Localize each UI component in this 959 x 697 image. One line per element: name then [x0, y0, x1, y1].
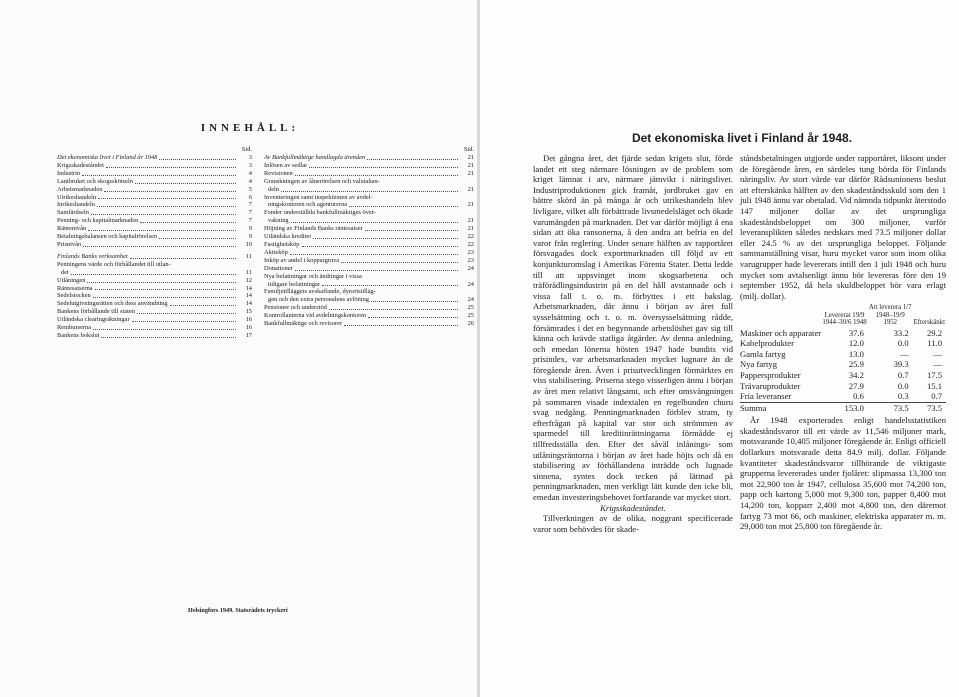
- toc-page-number: 16: [245, 316, 252, 324]
- toc-leader-dots: [101, 337, 236, 338]
- toc-leader-dots: [106, 167, 236, 168]
- toc-entry-text: Fonder underställda bankfullmäktiges över-: [264, 209, 376, 217]
- toc-leader-dots: [83, 246, 236, 247]
- table-cell-label: Trävaruprodukter: [740, 380, 801, 391]
- toc-entry: [264, 201, 474, 209]
- toc-page-number: 17: [245, 331, 252, 339]
- toc-entry-text: Utlåningen: [57, 276, 86, 284]
- toc-entry-text: Donationer: [264, 264, 293, 272]
- toc-leader-dots: [95, 289, 237, 290]
- toc-page-number: 21: [467, 154, 474, 161]
- toc-leader-dots: [329, 309, 458, 310]
- toc-entry-text: Aktieköp: [264, 248, 288, 256]
- table-sum-row: [740, 402, 946, 413]
- toc-leader-dots: [132, 321, 236, 322]
- toc-page-number: 26: [467, 320, 474, 328]
- toc-leader-dots: [87, 282, 236, 283]
- toc-page-number: 9: [248, 233, 252, 241]
- toc-leader-dots: [82, 175, 236, 176]
- table-cell-value: 15.1: [926, 380, 942, 391]
- toc-page-number: 24: [467, 280, 474, 288]
- toc-leader-dots: [170, 305, 236, 306]
- toc-entry: [264, 162, 474, 170]
- table-cell-label: Summa: [740, 402, 821, 413]
- toc-page-number: 14: [245, 284, 252, 292]
- toc-entry: [57, 332, 252, 340]
- article-column-2: [740, 153, 946, 532]
- table-cell-value: 25.9: [848, 359, 864, 370]
- toc-page-number: 22: [467, 233, 474, 241]
- table-cell-value: 0.0: [897, 338, 909, 349]
- toc-page-number: 5: [248, 185, 252, 193]
- table-cell-value: 29.2: [926, 327, 942, 338]
- toc-leader-dots: [130, 258, 236, 259]
- toc-page-number: 25: [467, 312, 474, 320]
- article-paragraph: Det gångna året, det fjärde sedan krigets slut, förde landet ett steg närmare lösningen av de problem som kriget lämnat i arv, närmare jämvikt i näringslivet. Industriproduktionen gick framåt, jordbruket gav en bättre skörd än på många år och utrikeshandeln blev livligare, vilket allt förbättrade livsmedelsläget och ökade varumängden på marknaden. Det var därför möjligt å ena sidan att öka ransonerna, å den andra att befria en del varor från reglering. Under senare hälften av rapportåret försvagades dock exportmarknaden till följd av ett konjunkturomslag i Amerikas Förenta Stater. Detta ledde till att uppsvinget inom skogsarbetena och träförädlingsindustrin på en del håll avstannade och i vissa fall t. o. m. förbyttes i ett bakslag. Arbetsmarknaden, där ännu i början av året full sysselsättning och t. o. m. översysselsättning rådde, försämrades i det en begynnande arbetslöshet gav sig till känna och krävde statliga åtgärder. Av denna anledning, och emedan lönerna hösten 1947 hade bundits vid prisindex, var arbetsmarknaden mycket lugnare än de föregående åren. Även i prisutvecklingen förmärktes en viss stabilisering. Priserna stego visserligen ännu i början av året men relativt långsamt, och efter omsvängningen på sommaren visade indextalen en regelbunden churu svag nedgång. Penningmarknaden förblev stram, ty efterfrågan på kapital var stor och strömmen av sparmedel till kreditinrättningarna förmådde ej tillfredsställa den. Efter det såväl inlånings- som utlåningsräntorna i början av året hade höjts och då en stabilisering av förhållandena inträdde och lugnade sinnena, syntes dock tecken på lättnad på penningmarknaden, men verkligt lätt kunde den icke bli, emedan investeringsbehovet fortfarande var mycket stort.: [533, 153, 733, 502]
- toc-leader-dots: [349, 206, 458, 207]
- toc-page-number: 11: [245, 252, 252, 260]
- toc-leader-dots: [98, 198, 236, 199]
- table-cell-value: 34.2: [848, 369, 864, 380]
- table-cell-label: Maskiner och apparater: [740, 327, 822, 338]
- toc-leader-dots: [295, 175, 458, 176]
- toc-entry-text: Lantbruket och skogsskötseln: [57, 177, 133, 185]
- toc-entry: [264, 281, 474, 289]
- toc-entry-text: Inlösen av sedlar: [264, 161, 308, 169]
- toc-entry: [57, 233, 252, 241]
- table-cell-value: 0.3: [897, 391, 909, 402]
- toc-page-number: 12: [245, 276, 252, 284]
- table-cell-value: 27.9: [848, 380, 864, 391]
- toc-page-number: 14: [245, 300, 252, 308]
- toc-entry: [264, 304, 474, 312]
- toc-entry: [264, 265, 474, 273]
- toc-entry-text: Arbetsmarknaden: [57, 185, 103, 193]
- table-cell-value: 0.7: [897, 369, 909, 380]
- toc-entry: [57, 292, 252, 300]
- toc-column-right: [264, 146, 474, 328]
- toc-page-number: 14: [245, 292, 252, 300]
- toc-entry-text: Nya befattningar och ändringar i vissa: [264, 272, 362, 280]
- toc-entry: [264, 257, 474, 265]
- toc-entry-text: Penningens värde och förhållandet till utlan-: [57, 260, 171, 268]
- toc-leader-dots: [137, 313, 236, 314]
- toc-entry-text: Sedelutgivningsrätten och dess användning: [57, 300, 168, 308]
- toc-page-number: 10: [245, 240, 252, 248]
- table-cell-value: 39.3: [893, 359, 909, 370]
- toc-entry-text: Industrin: [57, 169, 81, 177]
- table-cell-value: 11.0: [927, 338, 942, 349]
- toc-leader-dots: [93, 329, 236, 330]
- toc-entry-text: ningskontoren och agenturerna: [268, 201, 348, 209]
- toc-page-number: 6: [248, 193, 252, 201]
- article-paragraph: ståndsbetalningen utgjorde under rapportåret, liksom under de föregående åren, en särdeles tung börda för Finlands näringsliv. Av stort värde var därför Rådsunionens beslut att efterskänka hälften av den skadeståndsskuld som den 1 juli 1948 ännu var obetalad. Vid nämnda tidpunkt återstodo 147 miljoner dollar av det ursprungliga skadeståndsbeloppet om 300 miljoner, varför leveransplikten således nedskars med 73.5 miljoner dollar eller 24.5 % av det ursprungliga beloppet. Följande sammanställning visar, huru mycket varor som inom olika varugrupper hade levererats intill den 1 juli 1948 och huru mycket som avtalsenligt ännu bör levereras före den 19 september 1952, då hela skuldbeloppet bör vara erlagt (milj. dollar).: [740, 153, 946, 301]
- table-cell-value: —: [900, 348, 909, 359]
- toc-entry: [57, 194, 252, 202]
- toc-leader-dots: [104, 191, 236, 192]
- toc-entry-text: Höjning av Finlands Banks räntesatser: [264, 225, 363, 233]
- table-cell-label: Gamla fartyg: [740, 348, 786, 359]
- toc-entry-text: Räntenivån: [57, 225, 87, 233]
- toc-entry-text: Remburserna: [57, 324, 92, 332]
- toc-entry-text: Betalningsbalansen och kapitalrörelsen: [57, 233, 158, 241]
- toc-leader-dots: [309, 167, 458, 168]
- toc-page-number: 21: [467, 225, 474, 233]
- left-page: [0, 0, 478, 697]
- article-title: Det ekonomiska livet i Finland år 1948.: [631, 131, 853, 145]
- toc-page-number: 3: [248, 154, 252, 161]
- toc-leader-dots: [159, 159, 236, 160]
- article-paragraph: Tillverkningen av de olika, noggrant specificerade varor som behövdes för skade-: [533, 513, 733, 534]
- toc-page-number: 9: [248, 225, 252, 233]
- toc-leader-dots: [97, 206, 236, 207]
- table-row: [740, 349, 946, 360]
- table-row: [740, 370, 946, 381]
- toc-entry-text: Familjetilläggets avskaffande, dyrortstilläg-: [264, 288, 376, 296]
- table-cell-value: 13.0: [848, 348, 864, 359]
- toc-entry-text: Inköp av andel i koppargruva: [264, 256, 340, 264]
- table-cell-value: 153.0: [821, 402, 868, 413]
- toc-entry-text: Bankens förhållande till staten: [57, 308, 135, 316]
- toc-entry-text: Finlands Banks verksamhet: [57, 252, 128, 260]
- toc-leader-dots: [281, 191, 458, 192]
- section-subheading: Krigsskadeståndet.: [600, 502, 666, 513]
- table-cell-value: 17.5: [926, 369, 942, 380]
- toc-entry-text: Utländska krediter: [264, 233, 312, 241]
- toc-entry-text: Utrikeshandeln: [57, 193, 97, 201]
- toc-entry: [264, 209, 474, 217]
- toc-entry: [57, 300, 252, 308]
- toc-section: [57, 253, 252, 261]
- toc-leader-dots: [344, 325, 458, 326]
- toc-entry-text: Bankens bokslut: [57, 331, 100, 339]
- toc-entry: [57, 170, 252, 178]
- toc-entry: [57, 308, 252, 316]
- toc-leader-dots: [371, 301, 458, 302]
- table-header: [740, 303, 821, 327]
- imprint: Helsingfors 1949. Statsrådets tryckeri: [188, 607, 288, 614]
- toc-entry-text: Krigsskadeståndet: [57, 161, 104, 169]
- toc-entry-text: tidigare befattningar: [268, 280, 320, 288]
- toc-entry: [57, 316, 252, 324]
- toc-leader-dots: [368, 317, 458, 318]
- toc-entry: [57, 201, 252, 209]
- toc-leader-dots: [322, 285, 458, 286]
- table-cell-label: Nya fartyg: [740, 359, 777, 370]
- toc-entry: [57, 277, 252, 285]
- toc-page-number: 7: [248, 201, 252, 209]
- article-paragraph: År 1948 exporterades enligt handelsstatistiken skadeståndsvaror till ett värde av 11,546 miljoner mark, motsvarande 10,405 miljoner föregående år. Enligt officiell dollarkurs motsvarade detta 84.9 milj. dollar. Följande kvantiteter skadeståndsvaror tillhörande de viktigaste grupperna levererades under fjolåret: slipmassa 13,300 ton mot 22,900 ton år 1947, cellulosa 35,600 mot 74,200 ton, papp och kartong 5,000 mot 9,300 ton, papper 8,400 mot 14,200 ton, kopparr 2,400 mot 4,800 ton, den däremot fartyg 73 mot 66, och maskiner, elektriska apparater m. m. 29,000 ton mot 25,800 ton föregående år.: [740, 415, 946, 532]
- toc-entry-text: Kontrollanterna vid avdelningskontoren: [264, 312, 367, 320]
- toc-page-number: 21: [467, 169, 474, 177]
- toc-leader-dots: [140, 222, 236, 223]
- table-cell-value: —: [933, 348, 942, 359]
- toc-page-number: 7: [248, 209, 252, 217]
- toc-leader-dots: [93, 297, 236, 298]
- toc-entry-text: deln: [268, 185, 280, 193]
- toc-section: [57, 154, 252, 162]
- toc-entry-text: gen och den extra personalens avlöning: [268, 296, 369, 304]
- toc-sid-label-right: Sid.: [463, 146, 474, 153]
- table-header: Levererat 19/9 1944–30/6 1948: [822, 311, 867, 327]
- toc-entry-text: det: [61, 268, 69, 276]
- table-row: [740, 338, 946, 349]
- toc-page-number: 25: [467, 304, 474, 312]
- toc-leader-dots: [135, 183, 236, 184]
- toc-leader-dots: [159, 238, 236, 239]
- toc-entry: [264, 186, 474, 194]
- toc-page-number: 4: [248, 177, 252, 185]
- table-cell-value: 73.5: [868, 402, 913, 413]
- toc-entry-text: Inrikeshandeln: [57, 201, 95, 209]
- table-cell-label: Fria leveranser: [740, 391, 792, 402]
- toc-leader-dots: [313, 238, 458, 239]
- toc-page-number: 22: [467, 240, 474, 248]
- toc-entry: [264, 249, 474, 257]
- toc-leader-dots: [290, 254, 458, 255]
- toc-entry: [264, 233, 474, 241]
- toc-entry-text: Prisnivån: [57, 240, 82, 248]
- toc-entry: [57, 186, 252, 194]
- toc-entry: [264, 320, 474, 328]
- toc-entry-text: Granskningen av lånerörelsen och valutahan-: [264, 177, 380, 185]
- toc-entry-text: Pensioner och understöd: [264, 304, 327, 312]
- table-header: Efterskänkt: [913, 319, 945, 327]
- toc-entry: [57, 225, 252, 233]
- table-cell-value: 73.5: [913, 402, 946, 413]
- toc-entry: [264, 296, 474, 304]
- toc-entry-text: Utländska clearingräkningar: [57, 316, 130, 324]
- toc-leader-dots: [291, 222, 458, 223]
- table-row: [740, 328, 946, 339]
- toc-page-number: 4: [248, 169, 252, 177]
- toc-entry-text: Penning- och kapitalmarknaden: [57, 217, 139, 225]
- table-cell-value: 0.6: [853, 391, 864, 402]
- toc-entry: [57, 162, 252, 170]
- toc-entry-text: vakning: [268, 217, 289, 225]
- article-column-1: [533, 153, 733, 534]
- toc-entry: [264, 170, 474, 178]
- table-cell-value: 0.0: [897, 380, 909, 391]
- toc-page-number: 21: [467, 217, 474, 225]
- toc-leader-dots: [91, 214, 236, 215]
- toc-leader-dots: [367, 159, 458, 160]
- toc-leader-dots: [365, 230, 458, 231]
- toc-entry: [57, 178, 252, 186]
- table-cell-label: Pappersprodukter: [740, 369, 801, 380]
- toc-entry-text: Räntesatserna: [57, 284, 93, 292]
- toc-entry: [264, 273, 474, 281]
- table-row: [740, 359, 946, 370]
- toc-sid-label-left: Sid.: [241, 146, 252, 153]
- toc-entry: [264, 194, 474, 202]
- table-cell-label: Kabelprodukter: [740, 338, 794, 349]
- toc-entry-text: Inventeringen samt inspektionen av avdel-: [264, 193, 373, 201]
- table-cell-value: 12.0: [848, 338, 864, 349]
- toc-leader-dots: [302, 246, 458, 247]
- toc-page-number: 24: [467, 264, 474, 272]
- toc-entry: [57, 269, 252, 277]
- toc-leader-dots: [71, 274, 236, 275]
- toc-leader-dots: [295, 270, 458, 271]
- table-cell-value: —: [933, 359, 942, 370]
- toc-entry-text: Fastighetsköp: [264, 240, 300, 248]
- toc-entry-text: Revisionen: [264, 169, 293, 177]
- toc-entry: [57, 241, 252, 249]
- toc-entry: [57, 217, 252, 225]
- toc-column-left: [57, 146, 252, 340]
- toc-entry: [264, 217, 474, 225]
- toc-page-number: 21: [467, 185, 474, 193]
- toc-entry: [264, 241, 474, 249]
- table-cell-value: 0.7: [931, 391, 942, 402]
- toc-section: [264, 154, 474, 162]
- table-header: Att leverera 1/7 1948–19/9 1952: [868, 304, 912, 327]
- toc-page-number: 16: [245, 324, 252, 332]
- toc-title: INNEHÅLL:: [200, 122, 300, 134]
- toc-page-number: 24: [467, 296, 474, 304]
- toc-entry-text: Det ekonomiska livet i Finland år 1948: [57, 154, 158, 161]
- toc-page-number: 21: [467, 201, 474, 209]
- toc-entry-text: Bankfullmäktige och revisorer: [264, 320, 343, 328]
- table-cell-value: 37.6: [848, 327, 864, 338]
- toc-leader-dots: [341, 262, 458, 263]
- toc-entry: [264, 225, 474, 233]
- toc-entry: [264, 178, 474, 186]
- toc-page-number: 23: [467, 248, 474, 256]
- table-row: [740, 391, 946, 402]
- toc-page-number: 7: [248, 217, 252, 225]
- toc-page-number: 11: [245, 268, 252, 276]
- reparations-table: [740, 303, 946, 413]
- table-row: [740, 381, 946, 392]
- toc-page-number: 23: [467, 256, 474, 264]
- toc-entry-text: Sedelstocken: [57, 292, 91, 300]
- toc-page-number: 21: [467, 161, 474, 169]
- toc-entry: [264, 288, 474, 296]
- toc-entry: [57, 324, 252, 332]
- toc-entry-text: Av Bankfullmäktige handlagda ärenden: [264, 154, 366, 161]
- toc-entry: [264, 312, 474, 320]
- toc-entry: [57, 261, 252, 269]
- table-cell-value: 33.2: [893, 327, 909, 338]
- toc-page-number: 15: [245, 308, 252, 316]
- toc-page-number: 3: [248, 161, 252, 169]
- toc-entry-text: Samfärdseln: [57, 209, 89, 217]
- toc-entry: [57, 209, 252, 217]
- toc-entry: [57, 285, 252, 293]
- toc-leader-dots: [88, 230, 236, 231]
